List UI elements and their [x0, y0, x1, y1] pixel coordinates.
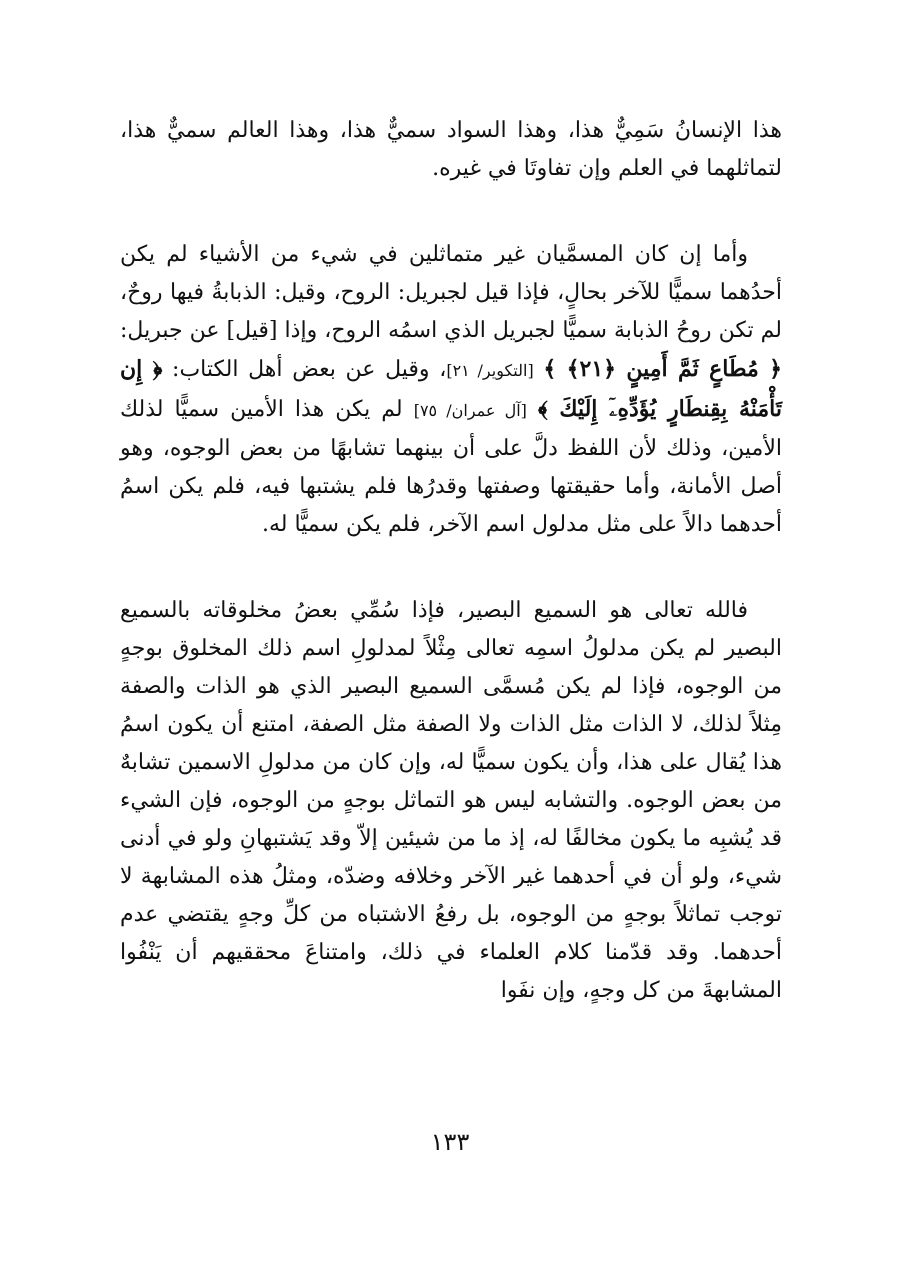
paragraph-2 — [120, 236, 782, 544]
verse-reference-1: [التكوير/ ٢١] — [446, 361, 534, 380]
quran-verse-1: ﴿ مُطَاعٍ ثَمَّ أَمِينٍ ﴿٢١﴾ ﴾ — [543, 356, 783, 382]
paragraph-2-text-1: وأما إن كان المسمَّيان غير متماثلين في شيء من الأشياء لم يكن أحدُهما سميًّا للآخر بحالٍ، فإذا قيل لجبريل: الروح، وقيل: الذبابةُ فيها روحٌ، لم تكن روحُ الذبابة سميًّا لجبريل الذي اسمُه الروح، وإذا [قيل] عن جبريل: — [120, 242, 782, 343]
page-number: ١٣٣ — [430, 1128, 470, 1156]
page-body — [120, 112, 782, 1010]
paragraph-2-text-3: لم يكن هذا الأمين سميًّا لذلك الأمين، وذلك لأن اللفظ دلَّ على أن بينهما تشابهًا من بعض الوجوه، وهو أصل الأمانة، وأما حقيقتها وصفتها وقدرُها فلم يشتبها فيه، فلم يكن اسمُ أحدهما دالاً على مثل مدلول اسم الآخر، فلم يكن سميًّا له. — [120, 397, 782, 537]
paragraph-1: هذا الإنسانُ سَمِيٌّ هذا، وهذا السواد سميٌّ هذا، وهذا العالم سميٌّ هذا، لتماثلهما في العلم وإن تفاوتَا في غيره. — [120, 118, 782, 181]
quran-verse-2: ﴿ إِن تَأْمَنْهُ بِقِنطَارٍ يُؤَدِّهِۦٓ إِلَيْكَ ﴾ — [120, 356, 783, 422]
paragraph-3: فالله تعالى هو السميع البصير، فإذا سُمِّي بعضُ مخلوقاته بالسميع البصير لم يكن مدلولُ اسمِه تعالى مِثْلاً لمدلولِ اسم ذلك المخلوق بوجهٍ من الوجوه، فإذا لم يكن مُسمَّى السميع البصير الذي هو الذات والصفة مِثلاً لذلك، لا الذات مثل الذات ولا الصفة مثل الصفة، امتنع أن يكون اسمُ هذا يُقال على هذا، وأن يكون سميًّا له، وإن كان من مدلولِ الاسمين تشابهٌ من بعض الوجوه. والتشابه ليس هو التماثل بوجهٍ من الوجوه، فإن الشيء قد يُشبِه ما يكون مخالفًا له، إذ ما من شيئين إلاّ وقد يَشتبهانِ ولو في أدنى شيء، ولو أن في أحدهما غير الآخر وخلافه وضدّه، ومثلُ هذه المشابهة لا توجب تماثلاً بوجهٍ من الوجوه، بل رفعُ الاشتباه من كلِّ وجهٍ يقتضي عدم أحدهما. وقد قدّمنا كلام العلماء في ذلك، وامتناعَ محققيهم أن يَنْفُوا المشابهةَ من كل وجهٍ، وإن نفَوا — [120, 598, 782, 1003]
verse-reference-2: [آل عمران/ ٧٥] — [413, 401, 527, 420]
paragraph-2-text-2: ، وقيل عن بعض أهل الكتاب: — [172, 357, 447, 382]
